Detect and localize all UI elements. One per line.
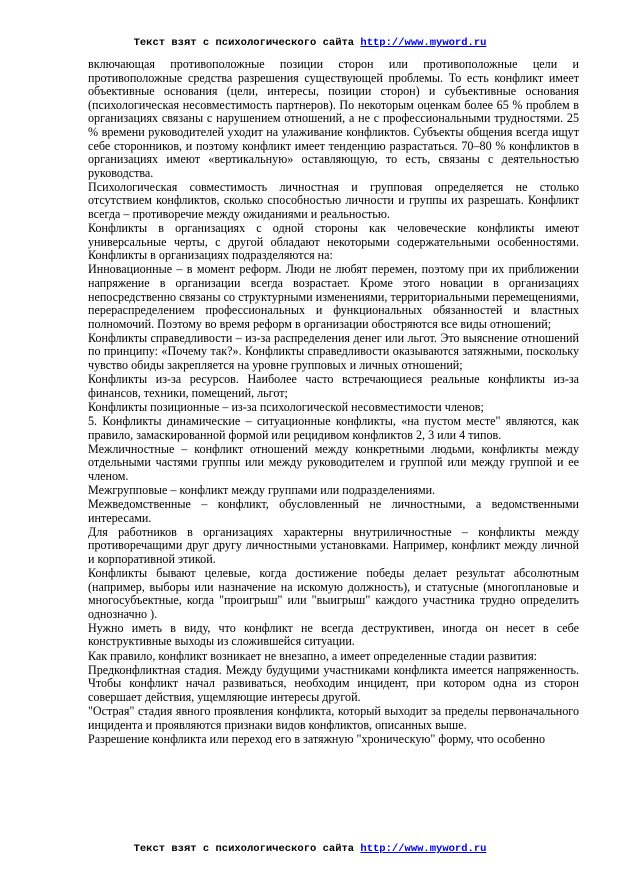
paragraph: Конфликты справедливости – из-за распределения денег или льгот. Это выяснение отношений по принципу: «Почему так?». Конфликты справедливости оказываются затяжными, поскольку чувство обиды закрепляется на уровне групповых и личных отношений;: [88, 330, 579, 373]
page-header: [0, 37, 620, 49]
paragraph: Инновационные – в момент реформ. Люди не любят перемен, поэтому при их приближении напряжение в организации всегда возрастает. Кроме этого новации в организациях непосредственно связаны со структурными изменениями, территориальными перемещениями, перераспределением профессиональных и функциональных обязанностей и властных полномочий. Поэтому во время реформ в организации обостряются все виды отношений;: [88, 262, 579, 331]
paragraph: Межведомственные – конфликт, обусловленный не личностными, а ведомственными интересами.: [88, 497, 579, 525]
paragraph: "Острая" стадия явного проявления конфликта, который выходит за пределы первоначального инцидента и проявляются признаки видов конфликтов, описанных выше.: [88, 703, 579, 732]
paragraph: включающая противоположные позиции сторон или противоположные цели и противоположные средства разрешения существующей проблемы. То есть конфликт имеет объективные основания (цели, интересы, позиции сторон) и субъективные основания (психологическая несовместимость партнеров). По некоторым оценкам более 65 % проблем в организациях связаны с нарушением отношений, а не с профессиональными трудностями. 25 % времени руководителей уходит на улаживание конфликтов. Субъекты общения всегда ищут себе сторонников, и поэтому конфликт имеет тенденцию разрастаться. 70–80 % конфликтов в организациях имеют «вертикальную» оставляющую, то есть, связаны с деятельностью руководства.: [88, 57, 579, 180]
header-text: Текст взят с психологического сайта: [133, 37, 361, 49]
header-link[interactable]: http://www.myword.ru: [360, 37, 487, 49]
paragraph: Межличностные – конфликт отношений между конкретными людьми, конфликты между отдельными частями группы или между руководителем и группой или между группой и ее членом.: [88, 441, 579, 483]
paragraph: Для работников в организациях характерны внутриличностные – конфликты между противоречащими друг другу личностными установками. Например, конфликт между личной и корпоративной этикой.: [88, 524, 579, 566]
paragraph: Разрешение конфликта или переход его в затяжную "хроническую" форму, что особенно: [88, 731, 546, 746]
paragraph: Как правило, конфликт возникает не внезапно, а имеет определенные стадии развития:: [88, 648, 537, 663]
paragraph: 5. Конфликты динамические – ситуационные конфликты, «на пустом месте" являются, как правило, замаскированной формой или рецидивом конфликтов 2, 3 или 4 типов.: [88, 413, 579, 442]
paragraph: Психологическая совместимость личностная и групповая определяется не столько отсутствием конфликтов, сколько способностью личности и группы их разрешать. Конфликт всегда – противоречие между ожиданиями и реальностью.: [88, 179, 579, 222]
body-text: [88, 58, 579, 747]
paragraph: Конфликты позиционные – из-за психологической несовместимости членов;: [88, 399, 484, 414]
paragraph: Предконфликтная стадия. Между будущими участниками конфликта имеется напряженность. Чтобы конфликт начал развиваться, необходим инцидент, при котором одна из сторон совершает действия, ущемляющие интересы другой.: [88, 662, 579, 704]
paragraph: Межгрупповые – конфликт между группами или подразделениями.: [88, 482, 436, 497]
paragraph: Конфликты из-за ресурсов. Наиболее часто встречающиеся реальные конфликты из-за финансов, техники, помещений, льгот;: [88, 372, 579, 400]
footer-text: Текст взят с психологического сайта: [133, 843, 361, 855]
paragraph: Конфликты бывают целевые, когда достижение победы делает результат абсолютным (например, выборы или назначение на искомую должность), и статусные (многоплановые и многосубъектные, когда "проигрыш" или "выигрыш" каждого участника трудно определить однозначно ).: [88, 565, 579, 621]
paragraph: Конфликты в организациях с одной стороны как человеческие конфликты имеют универсальные черты, с другой обладают некоторыми содержательными особенностями. Конфликты в организациях подразделяются на:: [88, 221, 579, 263]
paragraph: Нужно иметь в виду, что конфликт не всегда деструктивен, иногда он несет в себе конструктивные выходы из сложившейся ситуации.: [88, 620, 579, 649]
footer-link[interactable]: http://www.myword.ru: [360, 843, 487, 855]
page-footer: [0, 843, 620, 855]
